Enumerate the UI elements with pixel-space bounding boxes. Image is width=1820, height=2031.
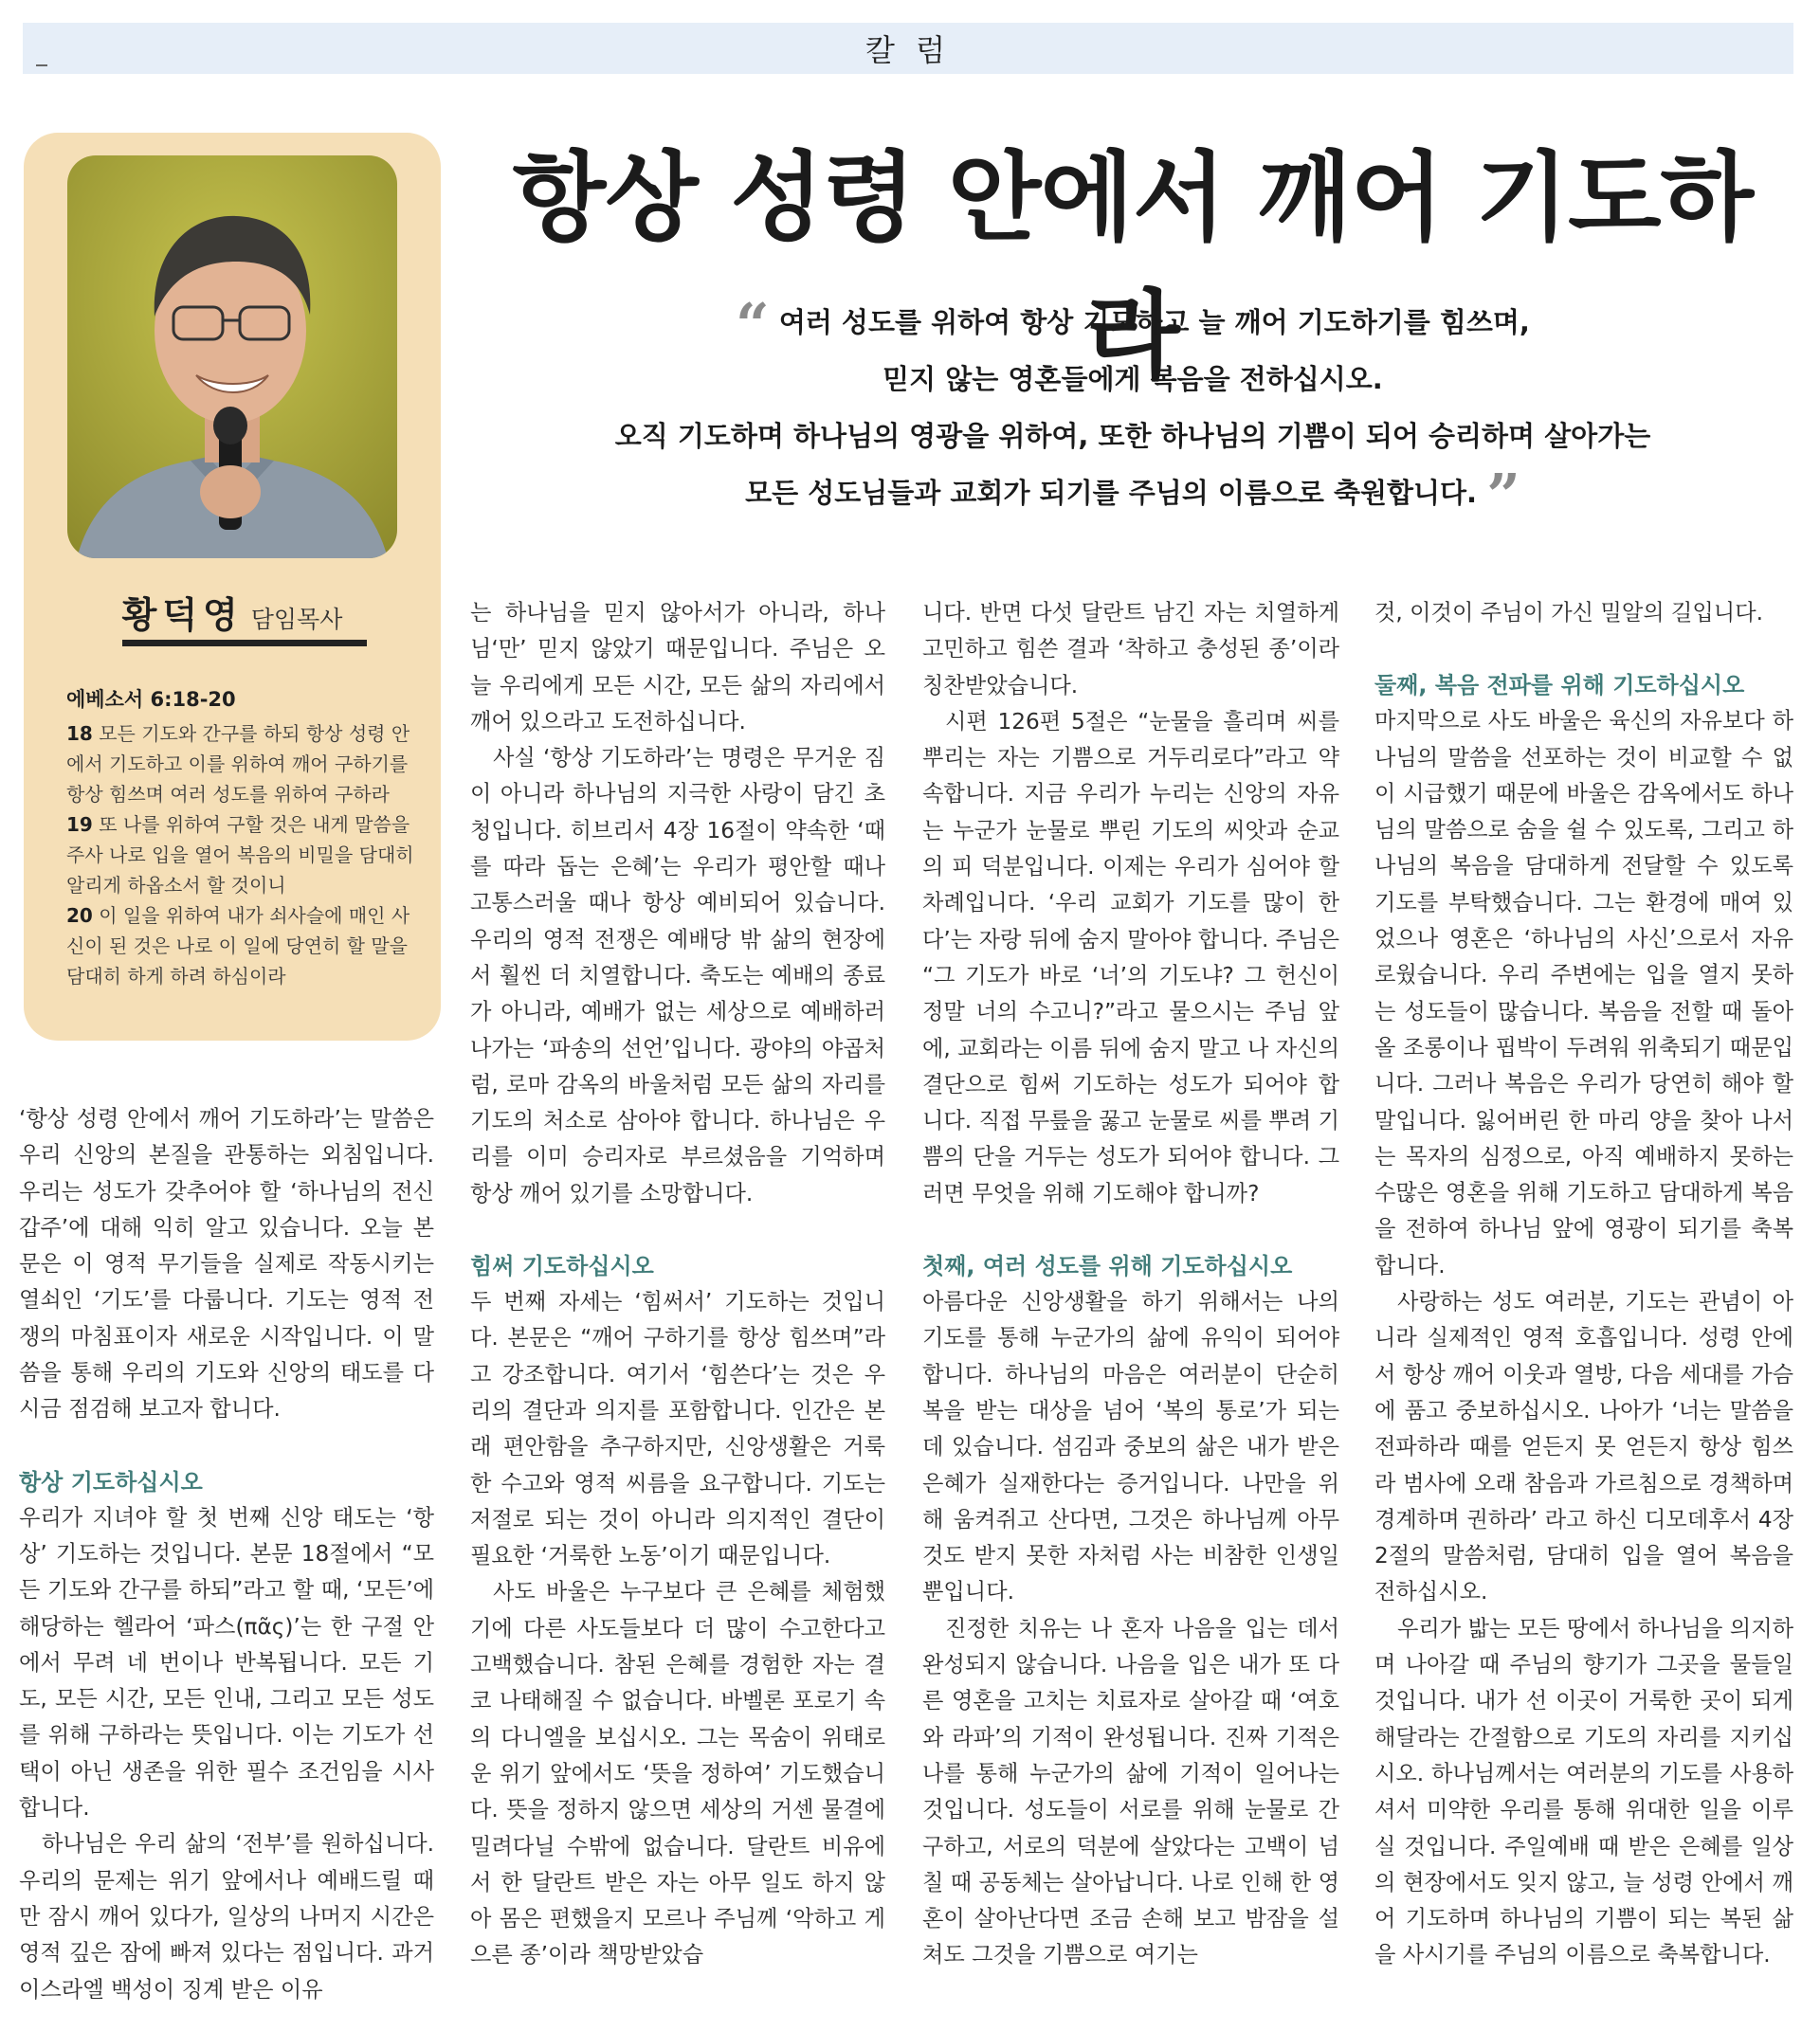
paragraph: 우리가 지녀야 할 첫 번째 신앙 태도는 ‘항상’ 기도하는 것입니다. 본문 18절에서 “모든 기도와 간구를 하되”라고 할 때, ‘모든’에 해당하는 헬라어 ‘파스(πᾶς)’는 한 구절 안에서 무려 네 번이나 반복됩니다. 모든 기도, 모든 시간, 모든 인내, 그리고 모든 성도를 위해 구하라는 뜻입니다. 이는 기도가 선택이 아닌 생존을 위한 필수 조건임을 시사합니다. <box>19 1504 434 1822</box>
paragraph: 하나님은 우리 삶의 ‘전부’를 원하십니다. 우리의 문제는 위기 앞에서나 예배드릴 때만 잠시 깨어 있다가, 일상의 나머지 시간은 영적 깊은 잠에 빠져 있다는 점입니다. 과거 이스라엘 백성이 징계 받은 이유 <box>19 1831 434 2003</box>
verse-number: 20 <box>66 904 93 927</box>
article-column-1 <box>19 1101 434 2008</box>
section-label: 칼 럼 <box>865 32 951 68</box>
paragraph: 진정한 치유는 나 혼자 나음을 입는 데서 완성되지 않습니다. 나음을 입은 내가 또 다른 영혼을 고치는 치료자로 살아갈 때 ‘여호와 라파’의 기적이 완성됩니다. 진짜 기적은 나를 통해 누군가의 삶에 기적이 일어나는 것입니다. 성도들이 서로를 위해 눈물로 간구하고, 서로의 덕분에 살았다는 고백이 넘칠 때 공동체는 살아납니다. 나로 인해 한 영혼이 살아난다면 조금 손해 보고 밤잠을 설쳐도 그것을 기쁨으로 여기는 <box>922 1615 1339 1968</box>
author-name: 황덕영 <box>121 594 244 636</box>
paragraph: 우리가 밟는 모든 땅에서 하나님을 의지하며 나아갈 때 주님의 향기가 그곳을 물들일 것입니다. 내가 선 이곳이 거룩한 곳이 되게 해달라는 간절함으로 기도의 자리를 지키십시오. 하나님께서는 여러분의 기도를 사용하셔서 미약한 우리를 통해 위대한 일을 이루실 것입니다. 주일예배 때 받은 은혜를 일상의 현장에서도 잊지 않고, 늘 성령 안에서 깨어 기도하며 하나님의 기쁨이 되는 복된 삶을 사시기를 주님의 이름으로 축복합니다. <box>1374 1615 1793 1968</box>
article-column-2 <box>470 595 885 1974</box>
paragraph: 는 하나님을 믿지 않아서가 아니라, 하나님‘만’ 믿지 않았기 때문입니다. 주님은 오늘 우리에게 모든 시간, 모든 삶의 자리에서 깨어 있으라고 도전하십니다. <box>470 600 885 734</box>
verse-number: 19 <box>66 813 93 836</box>
author-photo <box>67 155 397 558</box>
close-quote-icon: ” <box>1486 461 1520 530</box>
paragraph: 사랑하는 성도 여러분, 기도는 관념이 아니라 실제적인 영적 호흡입니다. 성령 안에서 항상 깨어 이웃과 열방, 다음 세대를 가슴에 품고 중보하십시오. 나아가 ‘너는 말씀을 전파하라 때를 얻든지 못 얻든지 항상 힘쓰라 범사에 오래 참음과 가르침으로 경책하며 경계하며 권하라’ 라고 하신 디모데후서 4장 2절의 말씀처럼, 담대히 입을 열어 복음을 전하십시오. <box>1374 1289 1793 1605</box>
quote-line: 여러 성도를 위하여 항상 기도하고 늘 깨어 기도하기를 힘쓰며, <box>778 306 1530 338</box>
name-underline <box>122 640 367 646</box>
author-name-row <box>24 586 441 638</box>
section-heading: 힘써 기도하십시오 <box>470 1253 654 1280</box>
quote-line: 모든 성도님들과 교회가 되기를 주님의 이름으로 축원합니다. <box>745 477 1478 509</box>
paragraph: 마지막으로 사도 바울은 육신의 자유보다 하나님의 말씀을 선포하는 것이 비교할 수 없이 시급했기 때문에 바울은 감옥에서도 하나님의 말씀으로 숨을 쉴 수 있도록, 그리고 하나님의 복음을 담대하게 전달할 수 있도록 기도를 부탁했습니다. 그는 환경에 매여 있었으나 영혼은 ‘하나님의 사신’으로서 자유로웠습니다. 우리 주변에는 입을 열지 못하는 성도들이 많습니다. 복음을 전할 때 돌아올 조롱이나 핍박이 두려워 위축되기 때문입니다. 그러나 복음은 우리가 당연히 해야 할 말입니다. 잃어버린 한 마리 양을 찾아 나서는 목자의 심정으로, 아직 예배하지 못하는 수많은 영혼을 위해 기도하고 담대하게 복음을 전하여 하나님 앞에 영광이 되기를 축복합니다. <box>1374 708 1793 1278</box>
paragraph: 것, 이것이 주님이 가신 밀알의 길입니다. <box>1374 600 1763 626</box>
author-role: 담임목사 <box>250 606 343 633</box>
verse-text: 또 나를 위하여 구할 것은 내게 말씀을 주사 나로 입을 열어 복음의 비밀을 담대히 알리게 하옵소서 할 것이니 <box>66 813 414 897</box>
article-column-3 <box>922 595 1339 1974</box>
header-mark <box>36 64 47 66</box>
author-profile-card <box>24 133 441 1041</box>
section-heading: 항상 기도하십시오 <box>19 1468 203 1496</box>
paragraph: 니다. 반면 다섯 달란트 남긴 자는 치열하게 고민하고 힘쓴 결과 ‘착하고 충성된 종’이라 칭찬받았습니다. <box>922 600 1339 698</box>
scripture-text <box>66 718 419 991</box>
paragraph: 두 번째 자세는 ‘힘써서’ 기도하는 것입니다. 본문은 “깨어 구하기를 항상 힘쓰며”라고 강조합니다. 여기서 ‘힘쓴다’는 것은 우리의 결단과 의지를 포함합니다. 인간은 본래 편안함을 추구하지만, 신앙생활은 거룩한 수고와 영적 씨름을 요구합니다. 기도는 저절로 되는 것이 아니라 의지적인 결단이 필요한 ‘거룩한 노동’이기 때문입니다. <box>470 1289 885 1569</box>
paragraph: 사실 ‘항상 기도하라’는 명령은 무거운 짐이 아니라 하나님의 지극한 사랑이 담긴 초청입니다. 히브리서 4장 16절이 약속한 ‘때를 따라 돕는 은혜’는 우리가 평안할 때나 고통스러울 때나 항상 예비되어 있습니다. 우리의 영적 전쟁은 예배당 밖 삶의 현장에서 훨씬 더 치열합니다. 축도는 예배의 종료가 아니라, 예배가 없는 세상으로 예배하러 나가는 ‘파송의 선언’입니다. 광야의 야곱처럼, 로마 감옥의 바울처럼 모든 삶의 자리를 기도의 처소로 삼아야 합니다. 하나님은 우리를 이미 승리자로 부르셨음을 기억하며 항상 깨어 있기를 소망합니다. <box>470 745 885 1206</box>
section-heading: 둘째, 복음 전파를 위해 기도하십시오 <box>1374 672 1745 699</box>
section-header <box>23 23 1793 74</box>
article-headline: 항상 성령 안에서 깨어 기도하라 <box>512 142 1754 393</box>
scripture-reference: 에베소서 6:18-20 <box>66 688 236 711</box>
paragraph: 아름다운 신앙생활을 하기 위해서는 나의 기도를 통해 누군가의 삶에 유익이 되어야 합니다. 하나님의 마음은 여러분이 단순히 복을 받는 대상을 넘어 ‘복의 통로’가 되는 데 있습니다. 섬김과 중보의 삶은 내가 받은 은혜가 실재한다는 증거입니다. 나만을 위해 움켜쥐고 산다면, 그것은 하나님께 아무것도 받지 못한 자처럼 사는 비참한 인생일 뿐입니다. <box>922 1289 1339 1605</box>
verse-text: 이 일을 위하여 내가 쇠사슬에 매인 사신이 된 것은 나로 이 일에 당연히 할 말을 담대히 하게 하려 하심이라 <box>66 904 410 988</box>
paragraph: ‘항상 성령 안에서 깨어 기도하라’는 말씀은 우리 신앙의 본질을 관통하는 외침입니다. 우리는 성도가 갖추어야 할 ‘하나님의 전신갑주’에 대해 익히 알고 있습니다. 오늘 본문은 이 영적 무기들을 실제로 작동시키는 열쇠인 ‘기도’를 다룹니다. 기도는 영적 전쟁의 마침표이자 새로운 시작입니다. 이 말씀을 통해 우리의 기도와 신앙의 태도를 다시금 점검해 보고자 합니다. <box>19 1106 434 1423</box>
pull-quote <box>531 290 1735 530</box>
verse-number: 18 <box>66 722 93 745</box>
open-quote-icon: “ <box>736 290 770 359</box>
article-column-4 <box>1374 595 1793 1974</box>
verse-text: 모든 기도와 간구를 하되 항상 성령 안에서 기도하고 이를 위하여 깨어 구하기를 항상 힘쓰며 여러 성도를 위하여 구하라 <box>66 722 410 806</box>
paragraph: 사도 바울은 누구보다 큰 은혜를 체험했기에 다른 사도들보다 더 많이 수고한다고 고백했습니다. 참된 은혜를 경험한 자는 결코 나태해질 수 없습니다. 바벨론 포로기 속의 다니엘을 보십시오. 그는 목숨이 위태로운 위기 앞에서도 ‘뜻을 정하여’ 기도했습니다. 뜻을 정하지 않으면 세상의 거센 물결에 밀려다닐 수밖에 없습니다. 달란트 비유에서 한 달란트 받은 자는 아무 일도 하지 않아 몸은 편했을지 모르나 주님께 ‘악하고 게으른 종’이라 책망받았습 <box>470 1579 885 1968</box>
section-heading: 첫째, 여러 성도를 위해 기도하십시오 <box>922 1253 1293 1280</box>
quote-line: 믿지 않는 영혼들에게 복음을 전하십시오. <box>883 363 1383 395</box>
paragraph: 시편 126편 5절은 “눈물을 흘리며 씨를 뿌리는 자는 기쁨으로 거두리로다”라고 약속합니다. 지금 우리가 누리는 신앙의 자유는 누군가 눈물로 뿌린 기도의 씨앗과 순교의 피 덕분입니다. 이제는 우리가 심어야 할 차례입니다. ‘우리 교회가 기도를 많이 한다’는 자랑 뒤에 숨지 말아야 합니다. 주님은 “그 기도가 바로 ‘너’의 기도냐? 그 헌신이 정말 너의 수고니?”라고 물으시는 주님 앞에, 교회라는 이름 뒤에 숨지 말고 나 자신의 결단으로 힘써 기도하는 성도가 되어야 합니다. 직접 무릎을 꿇고 눈물로 씨를 뿌려 기쁨의 단을 거두는 성도가 되어야 합니다. 그러면 무엇을 위해 기도해야 합니까? <box>922 708 1339 1206</box>
quote-line: 오직 기도하며 하나님의 영광을 위하여, 또한 하나님의 기쁨이 되어 승리하며 살아가는 <box>614 420 1651 452</box>
